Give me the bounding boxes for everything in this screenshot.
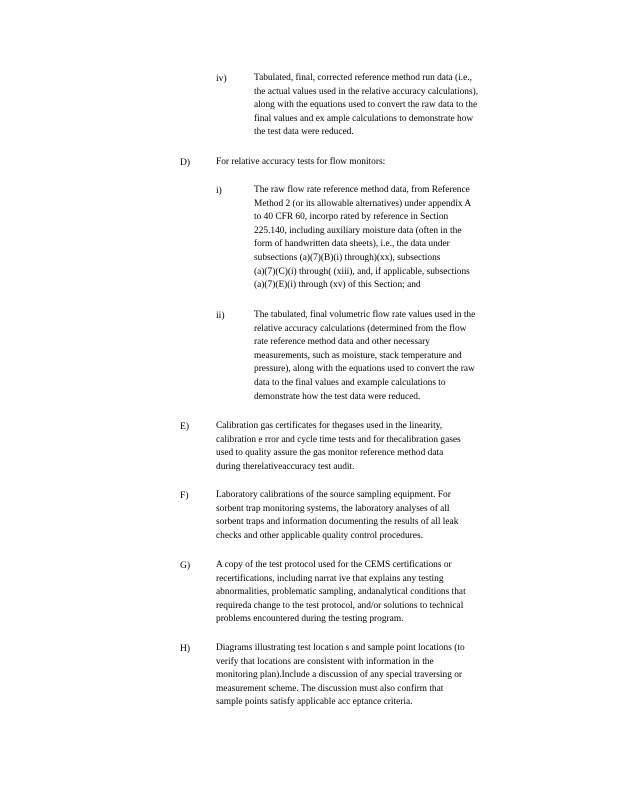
text-line: the actual values used in the relative accuracy calculations), bbox=[254, 86, 479, 97]
text-line: sorbent trap monitoring systems, the laboratory analyses of all bbox=[216, 503, 450, 514]
text-line: demonstrate how the test data were reduced. bbox=[254, 391, 421, 402]
text-line: A copy of the test protocol used for the CEMS certifications or bbox=[216, 560, 452, 570]
text-line: data to the final values and example calculations to bbox=[254, 377, 446, 388]
text-line: Method 2 (or its allowable alternatives) under appendix A bbox=[254, 198, 472, 209]
text-line: relative accuracy calculations (determined from the flow bbox=[254, 323, 467, 334]
text-line: form of handwritten data sheets), i.e., the data under bbox=[254, 239, 450, 250]
item-text bbox=[254, 184, 540, 293]
item-marker: G) bbox=[180, 560, 191, 571]
text-line: The raw flow rate reference method data, from Reference bbox=[254, 185, 470, 195]
text-line: the test data were reduced. bbox=[254, 127, 354, 138]
item-marker: F) bbox=[180, 490, 189, 501]
text-line: calibration e rror and cycle time tests and for thecalibration gases bbox=[216, 434, 461, 445]
text-line: The tabulated, final volumetric flow rate values used in the bbox=[254, 310, 476, 320]
text-line: final values and ex ample calculations to demonstrate how bbox=[254, 113, 474, 124]
text-line: pressure), along with the equations used to convert the raw bbox=[254, 364, 475, 375]
text-line: For relative accuracy tests for flow monitors: bbox=[216, 157, 386, 167]
text-line: (a)(7)(C)(i) through( (xiii), and, if applicable, subsections bbox=[254, 266, 470, 277]
text-line: subsections (a)(7)(B)(i) through)(xx), subsections bbox=[254, 252, 441, 263]
item-text bbox=[216, 156, 536, 170]
text-line: Tabulated, final, corrected reference method run data (i.e., bbox=[254, 73, 472, 83]
text-line: sorbent traps and information documenting the results of all leak bbox=[216, 517, 459, 528]
text-line: along with the equations used to convert the raw data to the bbox=[254, 100, 478, 111]
text-line: (a)(7)(E)(i) through (xv) of this Section; and bbox=[254, 280, 421, 291]
item-text bbox=[216, 559, 536, 627]
item-marker: H) bbox=[180, 643, 191, 654]
text-line: 225.140, including auxiliary moisture data (often in the bbox=[254, 225, 462, 236]
text-line: sample points satisfy applicable acc eptance criteria. bbox=[216, 697, 413, 708]
text-line: rate reference method data and other necessary bbox=[254, 337, 430, 348]
text-line: requireda change to the test protocol, and/or solutions to technical bbox=[216, 600, 464, 611]
item-text bbox=[254, 72, 540, 140]
item-text bbox=[216, 489, 536, 543]
text-line: measurement scheme. The discussion must also confirm that bbox=[216, 683, 444, 694]
text-line: Calibration gas certificates for thegases used in the linearity, bbox=[216, 421, 443, 431]
item-text bbox=[216, 420, 536, 474]
text-line: during therelativeaccuracy test audit. bbox=[216, 461, 355, 472]
text-line: abnormalities, problematic sampling, andanalytical conditions that bbox=[216, 587, 466, 598]
text-line: verify that locations are consistent with information in the bbox=[216, 656, 434, 667]
text-line: monitoring plan).Include a discussion of any special traversing or bbox=[216, 670, 463, 681]
item-marker: iv) bbox=[216, 73, 227, 84]
item-marker: D) bbox=[180, 157, 191, 168]
item-text bbox=[254, 309, 540, 404]
text-line: used to quality assure the gas monitor reference method data bbox=[216, 448, 444, 459]
text-line: to 40 CFR 60, incorpo rated by reference in Section bbox=[254, 212, 449, 223]
item-marker: E) bbox=[180, 421, 190, 432]
text-line: Laboratory calibrations of the source sampling equipment. For bbox=[216, 490, 451, 500]
text-line: measurements, such as moisture, stack temperature and bbox=[254, 350, 462, 361]
item-text bbox=[216, 642, 536, 710]
text-line: recertifications, including narrat ive that explains any testing bbox=[216, 573, 444, 584]
text-line: Diagrams illustrating test location s and sample point locations (to bbox=[216, 643, 465, 653]
item-marker: i) bbox=[216, 185, 222, 196]
text-line: problems encountered during the testing program. bbox=[216, 614, 404, 625]
item-marker: ii) bbox=[216, 310, 225, 321]
text-line: checks and other applicable quality control procedures. bbox=[216, 530, 423, 541]
